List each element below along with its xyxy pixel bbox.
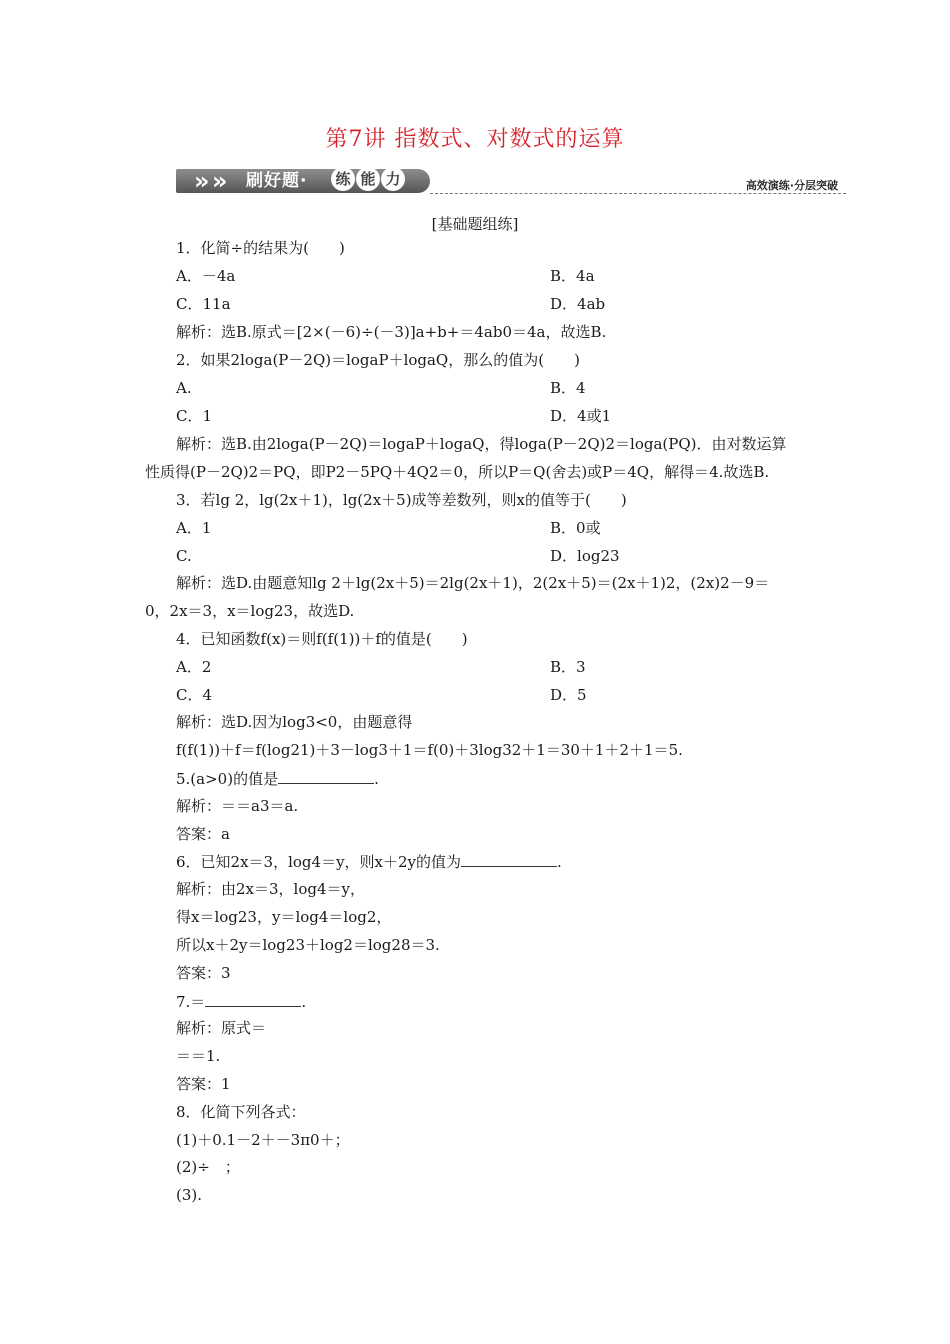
line-text: A．－4a	[176, 267, 236, 285]
line-text: C.	[176, 547, 192, 565]
text-line	[176, 629, 468, 649]
line-text: A.	[176, 379, 192, 397]
text-line	[176, 546, 192, 566]
banner-circles	[331, 167, 406, 195]
line-text: f(f(1))＋f＝f(log21)＋3－log3＋1＝f(0)＋3log32＋1＝30＋1＋2＋1＝5.	[176, 741, 683, 759]
text-line	[176, 657, 211, 677]
section-heading: [基础题组练]	[431, 215, 519, 233]
text-line	[176, 378, 192, 398]
text-line	[176, 685, 212, 705]
text-line	[176, 991, 306, 1012]
page-title: 第7讲 指数式、对数式的运算	[325, 127, 625, 152]
line-text: 解析：选D.由题意知lg 2＋lg(2x＋5)＝2lg(2x＋1)，2(2x＋5)＝(2x＋1)2，(2x)2－9＝	[176, 574, 770, 592]
text-line	[176, 406, 212, 426]
answer-blank	[278, 768, 374, 784]
text-line	[176, 935, 440, 955]
line-text: ＝＝1.	[176, 1047, 221, 1065]
text-line	[550, 378, 586, 398]
text-line	[176, 1130, 350, 1150]
line-text: 4．已知函数f(x)＝则f(f(1))＋f的值是( )	[176, 630, 468, 648]
line-text: 6．已知2x＝3，log4＝y，则x＋2y的值为	[176, 853, 462, 871]
line-text: 解析：选B.原式＝[2×(－6)÷(－3)]a+b+＝4ab0＝4a，故选B.	[176, 323, 607, 341]
line-text: 1．化简÷的结果为( )	[176, 239, 345, 257]
text-line	[176, 1018, 266, 1038]
line-text: .	[374, 770, 379, 788]
line-text: 5.(a>0)的值是	[176, 770, 279, 788]
text-line	[176, 1185, 202, 1205]
line-text: 得x＝log23，y＝log4＝log2，	[176, 908, 392, 926]
text-line	[176, 490, 627, 510]
text-line	[176, 518, 211, 538]
text-line	[176, 768, 379, 789]
text-line	[145, 462, 769, 482]
text-line	[176, 266, 235, 286]
line-text: 所以x＋2y＝log23＋log2＝log28＝3.	[176, 936, 440, 954]
text-line	[176, 1046, 220, 1066]
text-line	[176, 1074, 231, 1094]
banner-circle-char: 力	[381, 167, 405, 191]
line-text: .	[557, 853, 562, 871]
text-line	[176, 1102, 306, 1122]
line-text: 解析：由2x＝3，log4＝y，	[176, 880, 365, 898]
line-text: B．4	[550, 379, 586, 397]
text-line	[176, 824, 230, 844]
line-text: 解析：选D.因为log3<0，由题意得	[176, 713, 413, 731]
line-text: C．4	[176, 686, 213, 704]
text-line	[176, 322, 606, 342]
line-text: B．0或	[550, 519, 601, 537]
line-text: A．1	[176, 519, 212, 537]
line-text: 答案：a	[176, 825, 230, 843]
text-line	[176, 907, 391, 927]
line-text: 答案：1	[176, 1075, 231, 1093]
text-line	[550, 406, 611, 426]
line-text: D．4ab	[550, 295, 606, 313]
line-text: 答案：3	[176, 964, 231, 982]
text-line	[176, 294, 231, 314]
chevron-right-icon: »	[194, 167, 210, 195]
text-line	[176, 573, 769, 593]
line-text: B．4a	[550, 267, 595, 285]
line-text: B．3	[550, 658, 586, 676]
banner-dashed-line	[430, 193, 846, 195]
text-line	[176, 796, 298, 816]
line-text: D．log23	[550, 547, 620, 565]
line-text: 解析：选B.由2loga(P－2Q)＝logaP＋logaQ，得loga(P－2Q)2＝loga(PQ)．由对数运算	[176, 435, 787, 453]
banner-circle-char: 练	[331, 167, 355, 191]
text-line	[176, 851, 562, 872]
line-text: C．11a	[176, 295, 231, 313]
line-text: D．4或1	[550, 407, 612, 425]
text-line	[550, 518, 601, 538]
line-text: 0，2x＝3，x＝log23，故选D.	[145, 602, 355, 620]
banner-right-text: 高效演练·分层突破	[745, 179, 838, 192]
line-text: 解析：＝＝a3＝a.	[176, 797, 299, 815]
text-line	[550, 685, 587, 705]
text-line	[550, 546, 620, 566]
text-line	[550, 657, 586, 677]
text-line	[145, 601, 354, 621]
line-text: A．2	[176, 658, 212, 676]
text-line	[176, 1157, 240, 1177]
text-line	[176, 712, 412, 732]
line-text: 8．化简下列各式：	[176, 1103, 306, 1121]
line-text: (2)÷ ；	[176, 1158, 240, 1176]
line-text: (1)＋0.1－2＋－3π0＋；	[176, 1131, 350, 1149]
line-text: (3).	[176, 1186, 203, 1204]
answer-blank	[461, 851, 557, 867]
section-banner	[176, 167, 846, 199]
line-text: 解析：原式＝	[176, 1019, 267, 1037]
line-text: D．5	[550, 686, 587, 704]
chevron-right-icon: »	[212, 167, 228, 195]
line-text: 7.＝	[176, 993, 206, 1011]
line-text: .	[301, 993, 307, 1011]
banner-label: 刷好题·	[246, 171, 308, 191]
text-line	[550, 294, 605, 314]
line-text: 2．如果2loga(P－2Q)＝logaP＋logaQ，那么的值为( )	[176, 351, 580, 369]
line-text: 3．若lg 2，lg(2x＋1)，lg(2x＋5)成等差数列，则x的值等于( )	[176, 491, 627, 509]
text-line	[176, 350, 580, 370]
text-line	[550, 266, 595, 286]
text-line	[176, 963, 231, 983]
text-line	[176, 740, 683, 760]
banner-circle-char: 能	[356, 167, 380, 191]
text-line	[176, 238, 345, 258]
text-line	[176, 434, 787, 454]
line-text: C．1	[176, 407, 213, 425]
line-text: 性质得(P－2Q)2＝PQ，即P2－5PQ＋4Q2＝0，所以P＝Q(舍去)或P＝4Q，解得＝4.故选B.	[145, 463, 770, 481]
answer-blank	[205, 991, 301, 1007]
text-line	[176, 879, 365, 899]
